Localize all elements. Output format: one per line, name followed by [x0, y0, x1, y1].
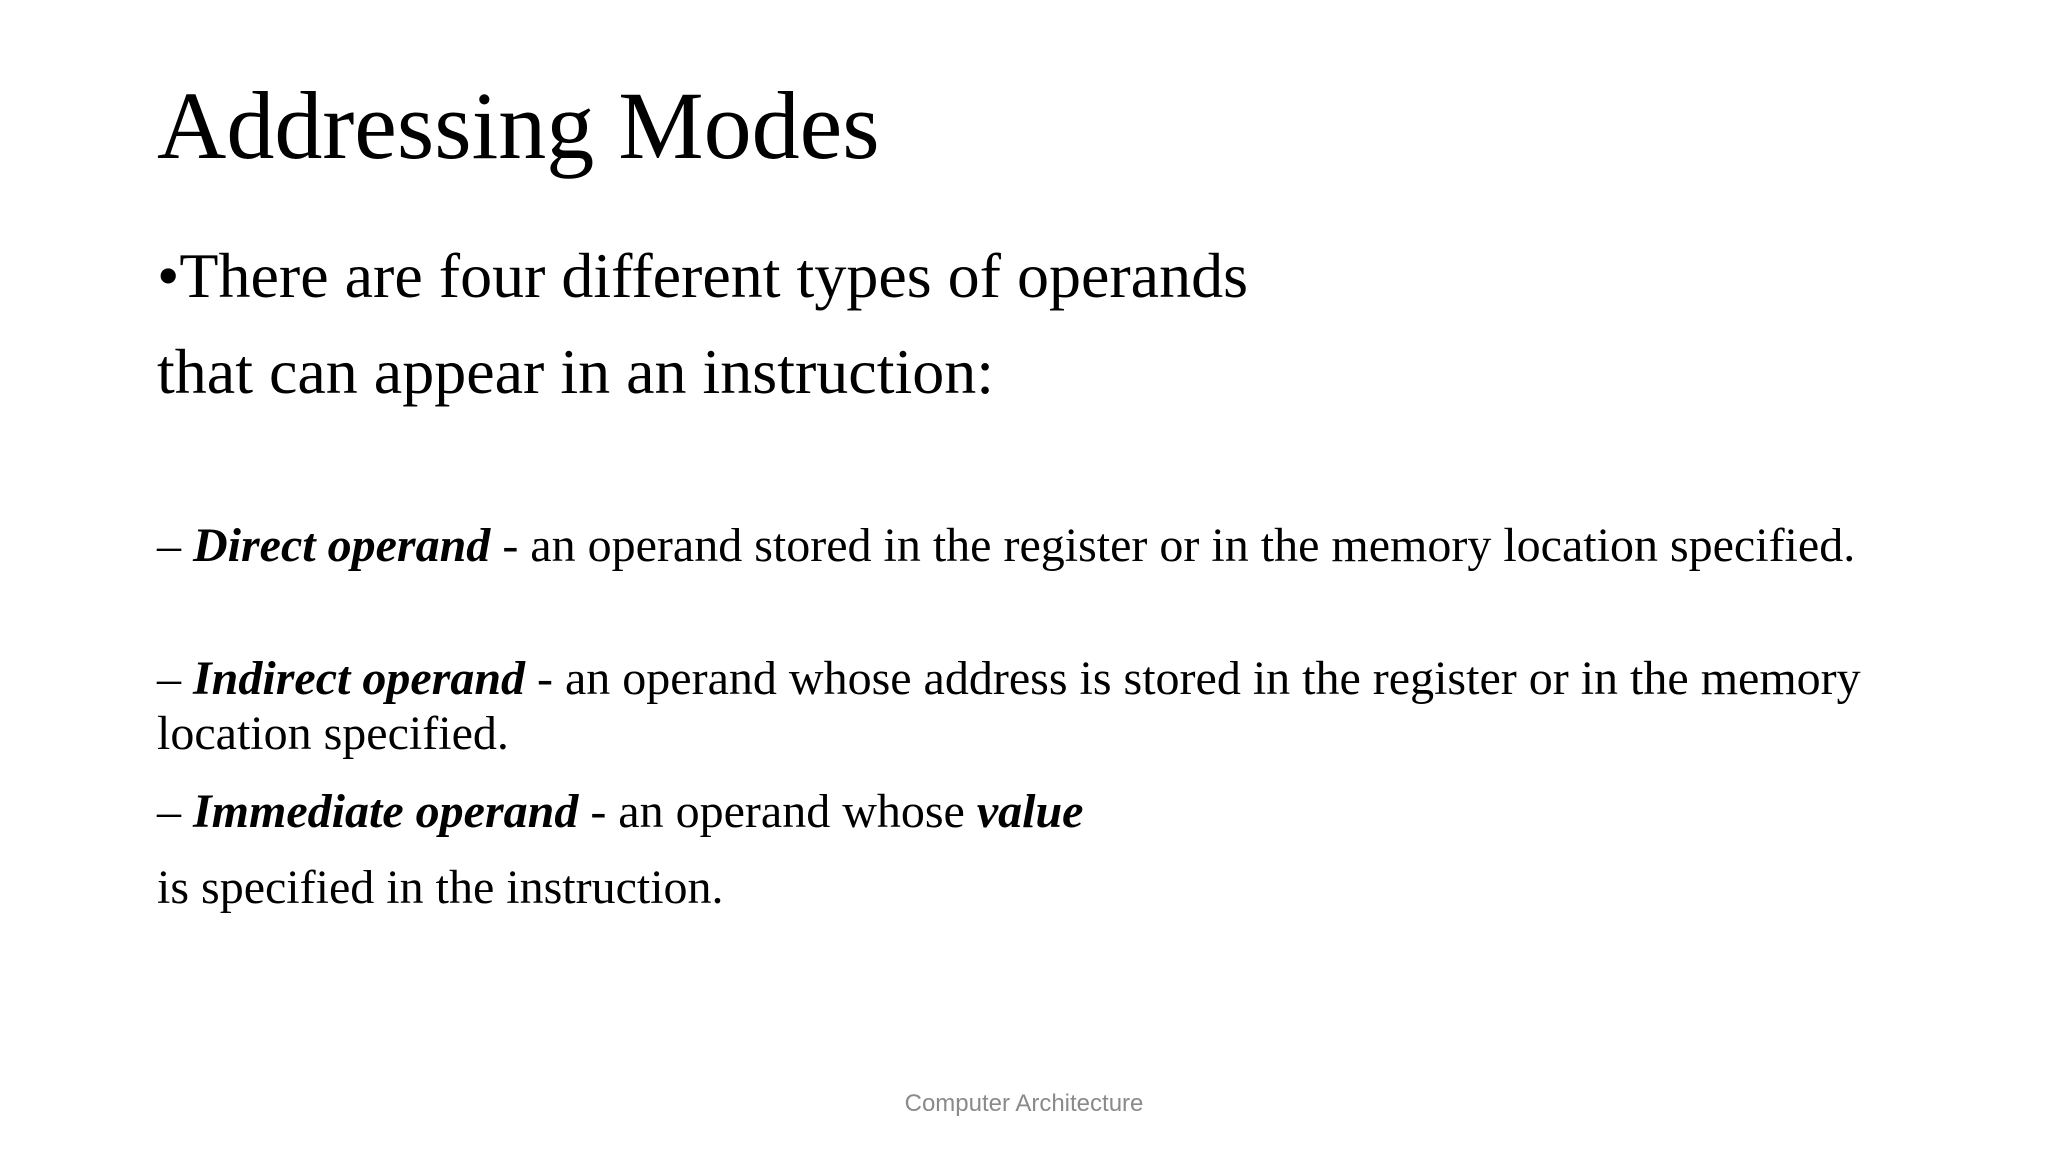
term-value-emphasis: value — [976, 785, 1084, 838]
term-direct-operand: Direct operand — [193, 519, 491, 572]
intro-line-2: that can appear in an instruction: — [157, 336, 995, 407]
term-immediate-operand: Immediate operand — [193, 785, 579, 838]
list-item-indirect-operand — [157, 651, 1917, 761]
list-item-immediate-continuation: is specified in the instruction. — [157, 861, 724, 914]
item-description: - an operand stored in the register or in the memory location specified. — [490, 519, 1856, 572]
list-item-immediate-operand — [157, 784, 1917, 839]
slide-footer: Computer Architecture — [904, 1090, 1144, 1117]
term-indirect-operand: Indirect operand — [193, 652, 526, 705]
item-description: - an operand whose address is stored in the register or in the memory location specified. — [157, 652, 1861, 760]
item-dash: – — [157, 519, 193, 572]
item-dash: – — [157, 785, 193, 838]
intro-line-1: •There are four different types of operands — [157, 240, 1248, 311]
item-dash: – — [157, 652, 193, 705]
intro-bullet — [157, 228, 1248, 420]
list-item-direct-operand — [157, 518, 1917, 573]
item-description: - an operand whose — [578, 785, 977, 838]
slide-title: Addressing Modes — [157, 72, 880, 179]
